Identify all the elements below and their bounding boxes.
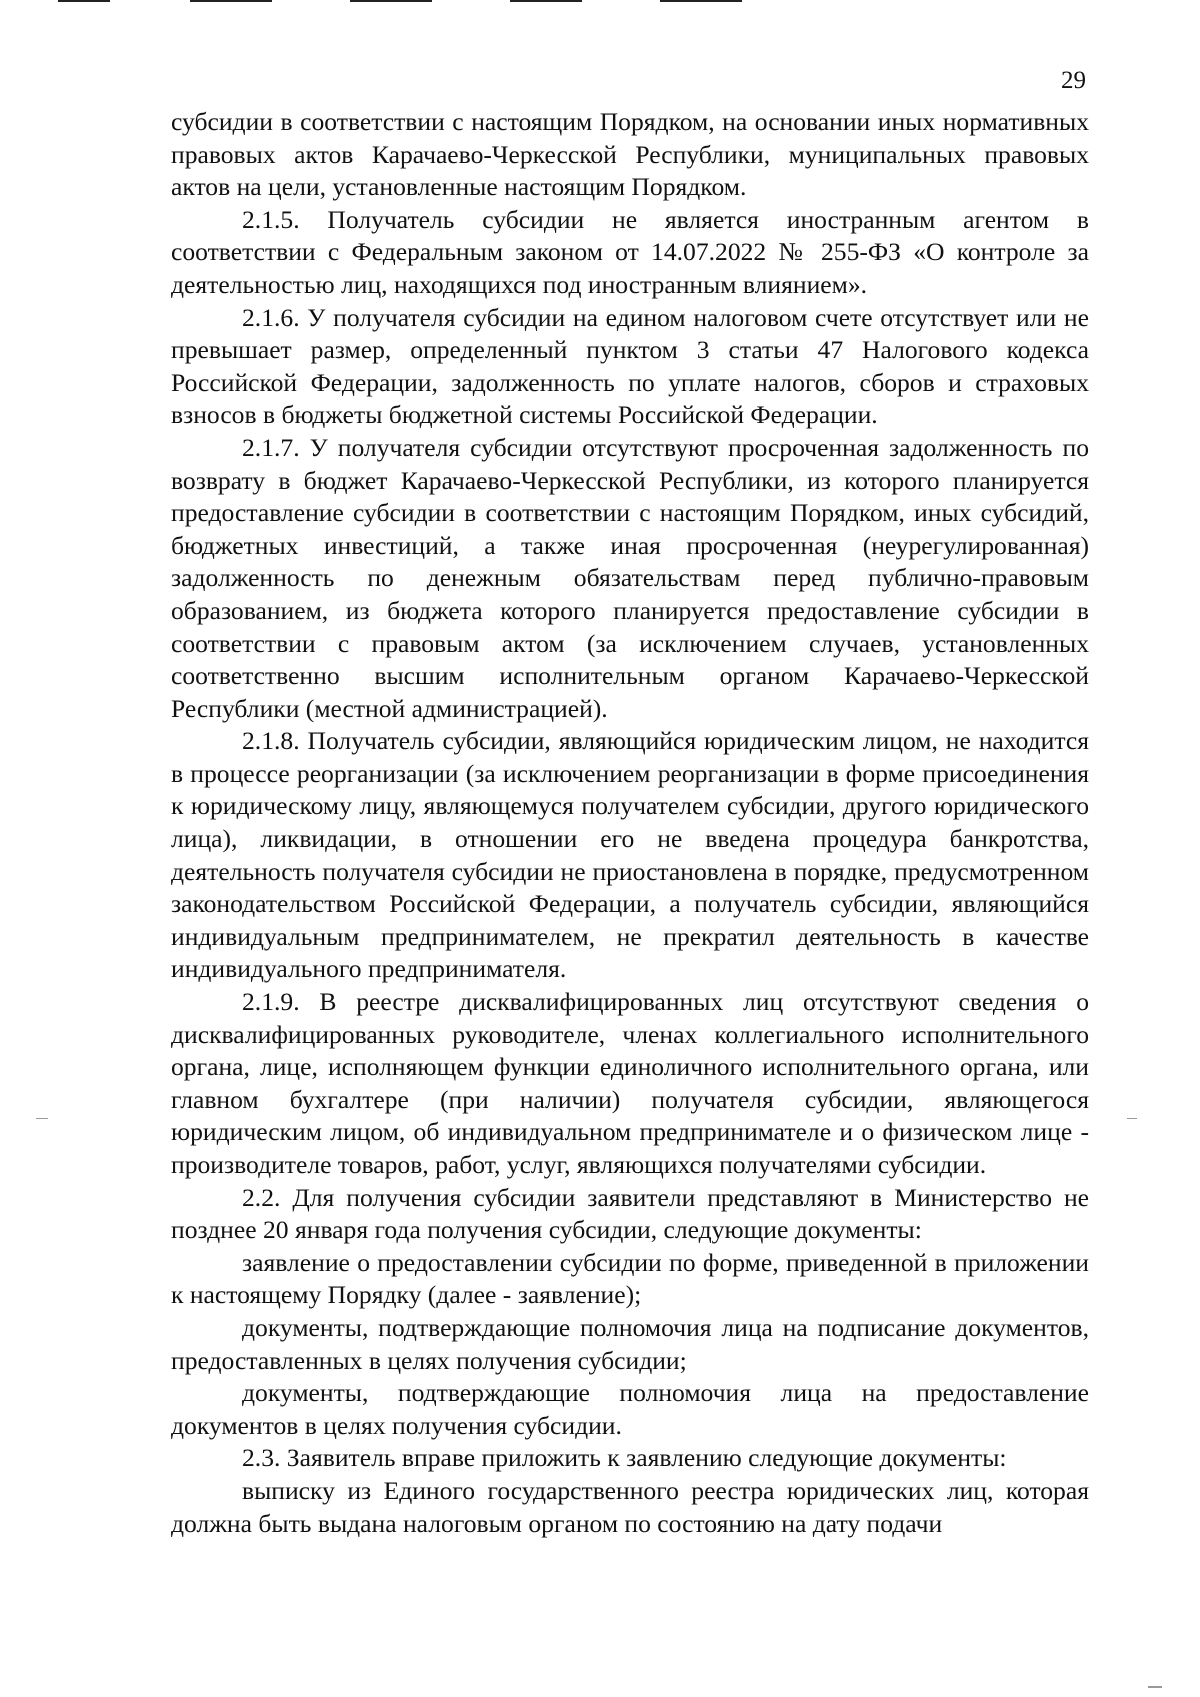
scan-mark xyxy=(58,0,110,2)
scan-mark xyxy=(660,0,742,2)
paragraph: выписку из Единого государственного реестра юридических лиц, которая должна быть выдана налоговым органом по состоянию на дату подачи xyxy=(171,1475,1089,1538)
scan-mark xyxy=(510,0,582,2)
paragraph: документы, подтверждающие полномочия лица на предоставление документов в целях получения субсидии. xyxy=(171,1378,1089,1440)
paragraph: заявление о предоставлении субсидии по форме, приведенной в приложении к настоящему Порядку (далее - заявление); xyxy=(171,1247,1089,1310)
margin-mark xyxy=(1127,1118,1137,1119)
margin-mark xyxy=(1148,1686,1162,1688)
paragraph: 2.1.7. У получателя субсидии отсутствуют просроченная задолженность по возврату в бюджет Карачаево-Черкесской Республики, из которого планируется предоставление субсидии в соответствии с настоящим Порядком, иных субсидий, бюджетных инвестиций, а также иная просроченная (неурегулированная) задолженность по денежным обязательствам перед публично-правовым образованием, из бюджета которого планируется предоставление субсидии в соответствии с правовым актом (за исключением случаев, установленных соответственно высшим исполнительным органом Карачаево-Черкесской Республики (местной администрацией). xyxy=(171,432,1089,723)
paragraph: 2.3. Заявитель вправе приложить к заявлению следующие документы: xyxy=(242,1443,1007,1473)
paragraph: 2.1.8. Получатель субсидии, являющийся юридическим лицом, не находится в процессе реорганизации (за исключением реорганизации в форме присоединения к юридическому лицу, являющемуся получателем субсидии, другого юридического лица), ликвидации, в отношении его не введена процедура банкротства, деятельность получателя субсидии не приостановлена в порядке, предусмотренном законодательством Российской Федерации, а получатель субсидии, являющийся индивидуальным предпринимателем, не прекратил деятельность в качестве индивидуального предпринимателя. xyxy=(171,726,1089,984)
paragraph: документы, подтверждающие полномочия лица на подписание документов, предоставленных в целях получения субсидии; xyxy=(171,1312,1089,1375)
margin-mark xyxy=(36,1118,48,1119)
paragraph: 2.1.5. Получатель субсидии не является иностранным агентом в соответствии с Федеральным законом от 14.07.2022 № 255-ФЗ «О контроле за деятельностью лиц, находящихся под иностранным влиянием». xyxy=(171,204,1089,299)
paragraph: субсидии в соответствии с настоящим Порядком, на основании иных нормативных правовых актов Карачаево-Черкесской Республики, муниципальных правовых актов на цели, установленные настоящим Порядком. xyxy=(171,107,1089,202)
paragraph: 2.2. Для получения субсидии заявители представляют в Министерство не позднее 20 января года получения субсидии, следующие документы: xyxy=(171,1182,1089,1245)
page-number: 29 xyxy=(1061,67,1086,94)
scan-mark xyxy=(350,0,432,2)
document-body xyxy=(171,106,1089,1540)
paragraph: 2.1.9. В реестре дисквалифицированных лиц отсутствуют сведения о дисквалифицированных руководителе, членах коллегиального исполнительного органа, лице, исполняющем функции единоличного исполнительного органа, или главном бухгалтере (при наличии) получателя субсидии, являющегося юридическим лицом, об индивидуальном предпринимателе и о физическом лице - производителе товаров, работ, услуг, являющихся получателями субсидии. xyxy=(171,987,1089,1179)
scan-mark xyxy=(190,0,272,2)
paragraph: 2.1.6. У получателя субсидии на едином налоговом счете отсутствует или не превышает размер, определенный пунктом 3 статьи 47 Налогового кодекса Российской Федерации, задолженность по уплате налогов, сборов и страховых взносов в бюджеты бюджетной системы Российской Федерации. xyxy=(171,302,1089,430)
